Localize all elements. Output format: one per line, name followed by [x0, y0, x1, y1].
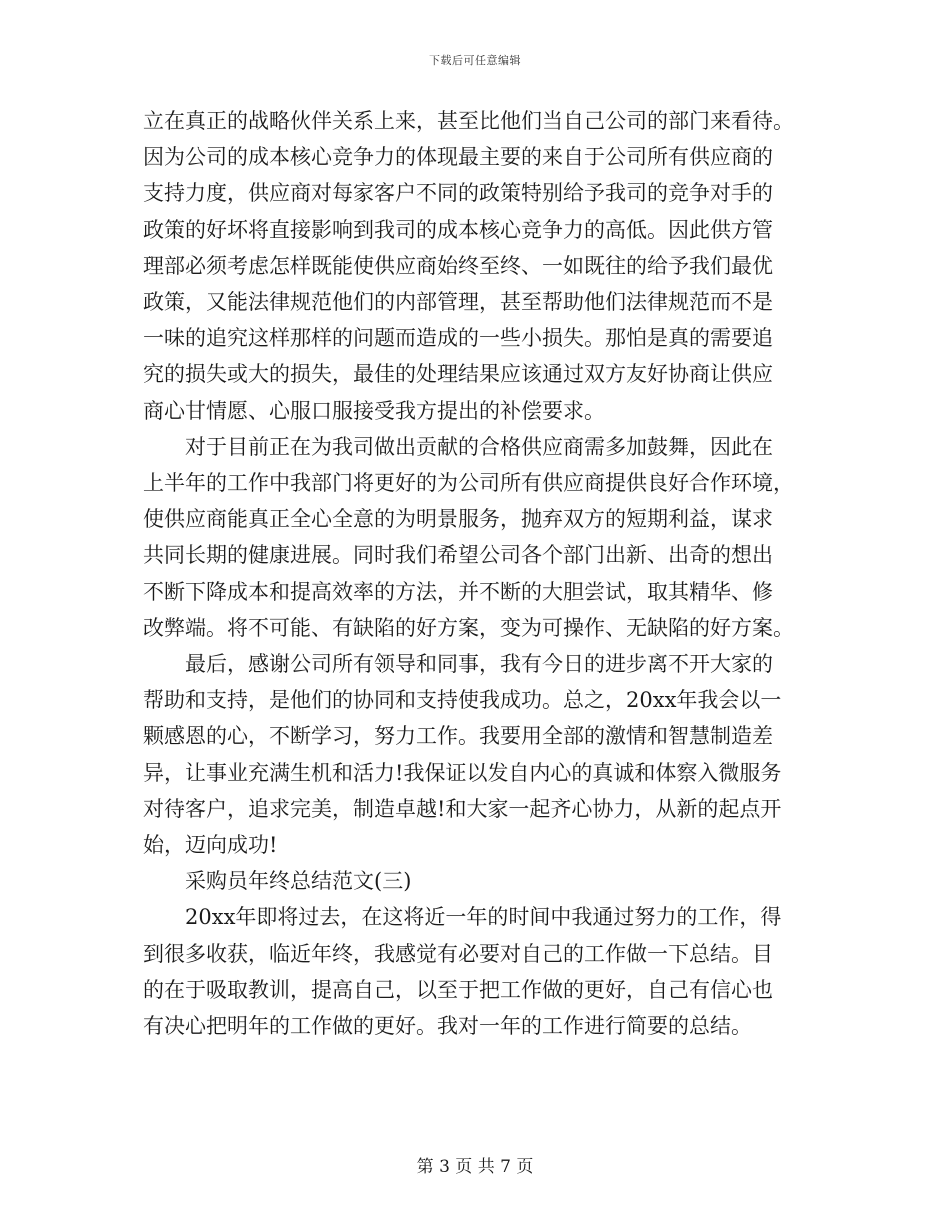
paragraph-year-summary	[143, 899, 803, 1044]
text-line: 政策，又能法律规范他们的内部管理，甚至帮助他们法律规范而不是	[143, 290, 773, 315]
section-heading	[143, 863, 803, 899]
text-line: 到很多收获，临近年终，我感觉有必要对自己的工作做一下总结。目	[143, 941, 773, 966]
text-line: 始，迈向成功!	[143, 833, 278, 858]
paragraph-supplier-partnership	[143, 103, 803, 429]
text-line: 理部必须考虑怎样既能使供应商始终至终、一如既往的给予我们最优	[143, 253, 773, 278]
text-line: 立在真正的战略伙伴关系上来，甚至比他们当自己公司的部门来看待。	[143, 109, 794, 133]
text-line: 的在于吸取教训，提高自己，以至于把工作做的更好，自己有信心也	[143, 977, 773, 1002]
text-line: 改弊端。将不可能、有缺陷的好方案，变为可操作、无缺陷的好方案。	[143, 615, 794, 640]
text-line: 共同长期的健康进展。同时我们希望公司各个部门出新、出奇的想出	[143, 543, 773, 568]
text-line: 颗感恩的心，不断学习，努力工作。我要用全部的激情和智慧制造差	[143, 724, 773, 749]
text-line: 有决心把明年的工作做的更好。我对一年的工作进行简要的总结。	[143, 1014, 752, 1039]
text-line: 支持力度，供应商对每家客户不同的政策特别给予我司的竞争对手的	[143, 181, 773, 206]
text-line: 因为公司的成本核心竞争力的体现最主要的来自于公司所有供应商的	[143, 145, 773, 170]
paragraph-encourage-suppliers	[143, 429, 803, 646]
section-title: 采购员年终总结范文(三)	[185, 869, 412, 894]
text-line: 对待客户，追求完美，制造卓越!和大家一起齐心协力，从新的起点开	[143, 796, 782, 821]
paragraph-thanks	[143, 646, 803, 863]
document-body	[143, 103, 803, 1044]
text-line: 上半年的工作中我部门将更好的为公司所有供应商提供良好合作环境，	[143, 471, 794, 496]
text-line: 不断下降成本和提高效率的方法，并不断的大胆尝试，取其精华、修	[143, 579, 773, 604]
text-line: 异，让事业充满生机和活力!我保证以发自内心的真诚和体察入微服务	[143, 760, 782, 785]
text-line: 帮助和支持，是他们的协同和支持使我成功。总之，20xx年我会以一	[143, 688, 782, 713]
text-line: 对于目前正在为我司做出贡献的合格供应商需多加鼓舞，因此在	[185, 434, 773, 459]
text-line: 最后，感谢公司所有领导和同事，我有今日的进步离不开大家的	[185, 652, 773, 677]
text-line: 政策的好坏将直接影响到我司的成本核心竞争力的高低。因此供方管	[143, 217, 773, 242]
page-header: 下载后可任意编辑	[429, 54, 521, 67]
text-line: 一味的追究这样那样的问题而造成的一些小损失。那怕是真的需要追	[143, 326, 773, 351]
text-line: 商心甘情愿、心服口服接受我方提出的补偿要求。	[143, 398, 605, 423]
page-number: 第 3 页 共 7 页	[416, 1157, 534, 1177]
text-line: 使供应商能真正全心全意的为明景服务，抛弃双方的短期利益，谋求	[143, 507, 773, 532]
text-line: 究的损失或大的损失，最佳的处理结果应该通过双方友好协商让供应	[143, 362, 773, 387]
text-line: 20xx年即将过去，在这将近一年的时间中我通过努力的工作，得	[185, 905, 782, 930]
